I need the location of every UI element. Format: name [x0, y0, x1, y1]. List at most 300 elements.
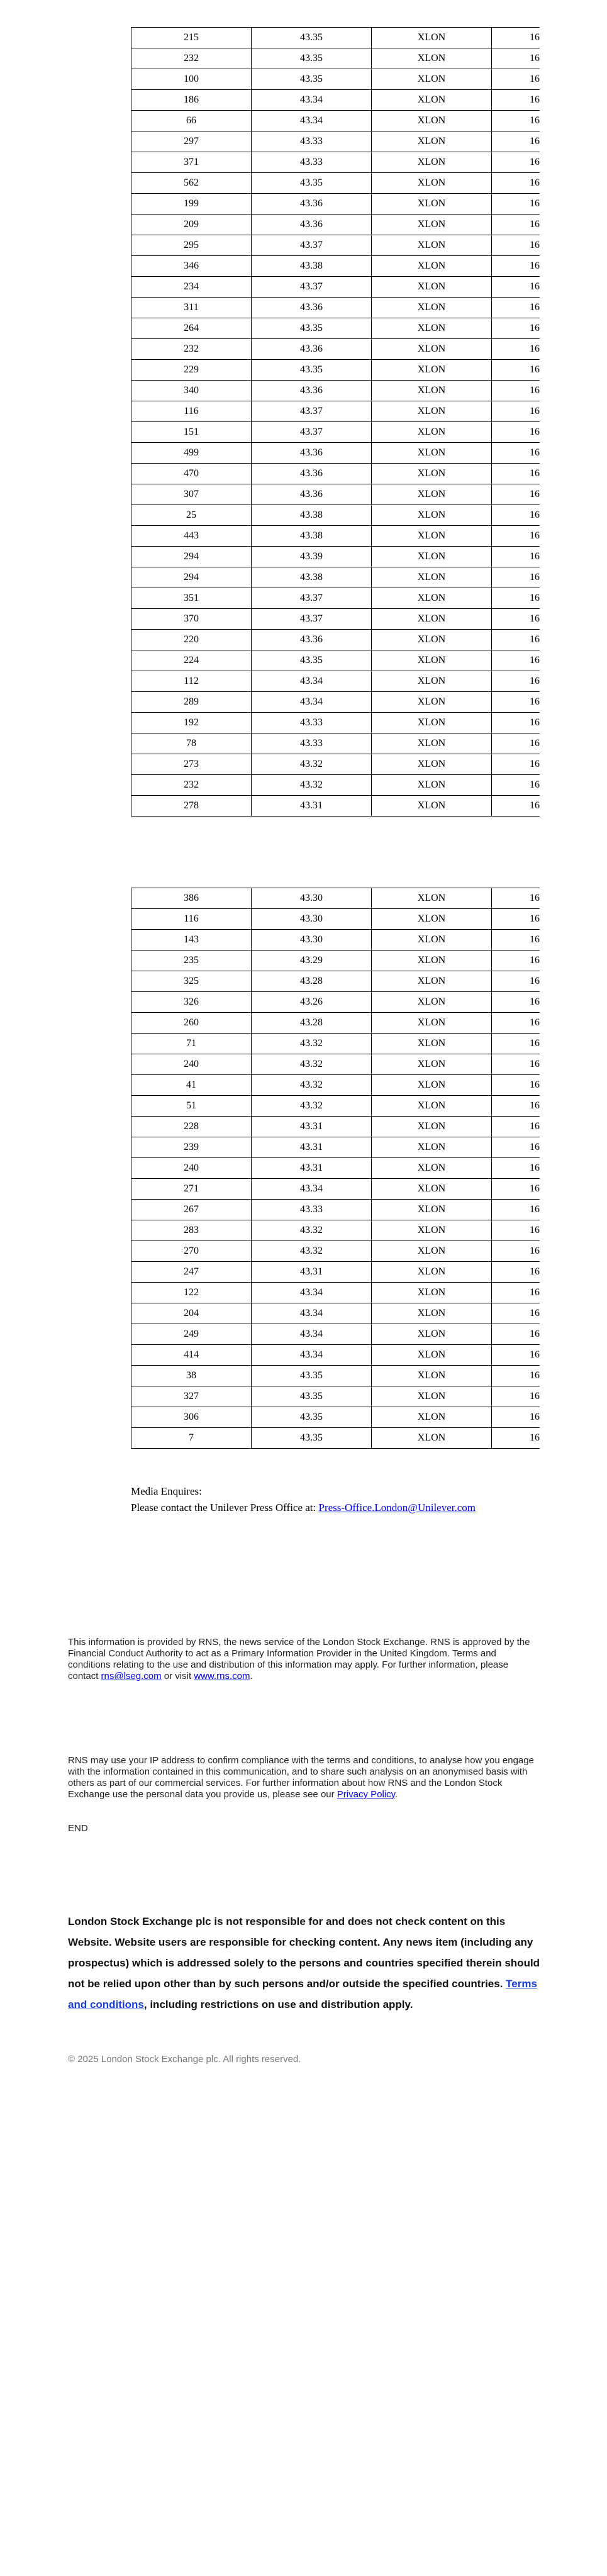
price-cell: 43.37	[252, 609, 372, 630]
price-cell: 43.35	[252, 1386, 372, 1407]
venue-cell: XLON	[372, 235, 492, 256]
volume-cell: 340	[131, 381, 252, 401]
volume-cell: 351	[131, 588, 252, 609]
volume-cell: 295	[131, 235, 252, 256]
venue-cell: XLON	[372, 69, 492, 90]
volume-cell: 370	[131, 609, 252, 630]
venue-cell: XLON	[372, 992, 492, 1013]
rns-ip-end: .	[395, 1789, 398, 1800]
table-row	[131, 464, 540, 484]
time-cell: 16	[492, 1386, 540, 1407]
table-row	[131, 1200, 540, 1220]
table-row	[131, 1013, 540, 1034]
venue-cell: XLON	[372, 1200, 492, 1220]
price-cell: 43.36	[252, 215, 372, 235]
volume-cell: 41	[131, 1075, 252, 1096]
price-cell: 43.36	[252, 443, 372, 464]
price-cell: 43.33	[252, 131, 372, 152]
venue-cell: XLON	[372, 464, 492, 484]
venue-cell: XLON	[372, 1407, 492, 1428]
price-cell: 43.30	[252, 909, 372, 930]
table-row	[131, 1345, 540, 1366]
time-cell: 16	[492, 547, 540, 567]
volume-cell: 371	[131, 152, 252, 173]
table-row	[131, 235, 540, 256]
table-row	[131, 609, 540, 630]
time-cell: 16	[492, 775, 540, 796]
volume-cell: 122	[131, 1283, 252, 1303]
volume-cell: 224	[131, 650, 252, 671]
table-row	[131, 951, 540, 971]
volume-cell: 414	[131, 1345, 252, 1366]
table-row	[131, 796, 540, 817]
price-cell: 43.36	[252, 381, 372, 401]
price-cell: 43.35	[252, 1428, 372, 1449]
volume-cell: 346	[131, 256, 252, 277]
volume-cell: 100	[131, 69, 252, 90]
rns-ip-text: RNS may use your IP address to confirm compliance with the terms and conditions, to analyse how you engage with the information contained in this communication, and to share such analysis on an anonymised basis with others as part of our commercial services. For further information about how RNS and the London Stock Exchange use the personal data you provide us, please see our	[68, 1755, 534, 1800]
venue-cell: XLON	[372, 1054, 492, 1075]
price-cell: 43.34	[252, 90, 372, 111]
trades-table-1	[131, 27, 540, 817]
price-cell: 43.35	[252, 28, 372, 48]
venue-cell: XLON	[372, 131, 492, 152]
price-cell: 43.38	[252, 256, 372, 277]
venue-cell: XLON	[372, 754, 492, 775]
press-office-email-link[interactable]: Press-Office.London@Unilever.com	[318, 1502, 476, 1514]
venue-cell: XLON	[372, 1262, 492, 1283]
volume-cell: 289	[131, 692, 252, 713]
time-cell: 16	[492, 381, 540, 401]
venue-cell: XLON	[372, 526, 492, 547]
price-cell: 43.32	[252, 1220, 372, 1241]
table-row	[131, 505, 540, 526]
venue-cell: XLON	[372, 713, 492, 733]
time-cell: 16	[492, 1096, 540, 1117]
time-cell: 16	[492, 505, 540, 526]
volume-cell: 294	[131, 547, 252, 567]
lse-notice-text: London Stock Exchange plc is not responsible for and does not check content on this Website. Website users are responsible for checking content. Any news item (including any prospectus) which is addressed solely to the persons and countries specified therein should not be relied upon other than by such persons and/or outside the specified countries.	[68, 1915, 540, 1990]
price-cell: 43.35	[252, 48, 372, 69]
rns-info-end: .	[250, 1671, 253, 1681]
time-cell: 16	[492, 951, 540, 971]
time-cell: 16	[492, 90, 540, 111]
lse-notice	[68, 1911, 546, 2015]
volume-cell: 199	[131, 194, 252, 215]
venue-cell: XLON	[372, 547, 492, 567]
table-row	[131, 992, 540, 1013]
volume-cell: 232	[131, 48, 252, 69]
price-cell: 43.31	[252, 1137, 372, 1158]
price-cell: 43.35	[252, 1407, 372, 1428]
volume-cell: 306	[131, 1407, 252, 1428]
time-cell: 16	[492, 298, 540, 318]
volume-cell: 112	[131, 671, 252, 692]
media-contact-text: Please contact the Unilever Press Office at:	[131, 1502, 319, 1514]
volume-cell: 232	[131, 775, 252, 796]
venue-cell: XLON	[372, 1386, 492, 1407]
time-cell: 16	[492, 443, 540, 464]
table-row	[131, 1366, 540, 1386]
price-cell: 43.28	[252, 1013, 372, 1034]
time-cell: 16	[492, 992, 540, 1013]
table-row	[131, 754, 540, 775]
price-cell: 43.28	[252, 971, 372, 992]
table-row	[131, 173, 540, 194]
volume-cell: 232	[131, 339, 252, 360]
table-row	[131, 28, 540, 48]
table-row	[131, 1241, 540, 1262]
media-contact-line	[131, 1500, 476, 1516]
table-row	[131, 775, 540, 796]
price-cell: 43.30	[252, 930, 372, 951]
table-row	[131, 69, 540, 90]
time-cell: 16	[492, 971, 540, 992]
volume-cell: 278	[131, 796, 252, 817]
trades-table-2-body	[131, 888, 540, 1449]
table-row	[131, 1137, 540, 1158]
venue-cell: XLON	[372, 484, 492, 505]
time-cell: 16	[492, 1283, 540, 1303]
table-row	[131, 1075, 540, 1096]
venue-cell: XLON	[372, 951, 492, 971]
venue-cell: XLON	[372, 443, 492, 464]
volume-cell: 562	[131, 173, 252, 194]
venue-cell: XLON	[372, 1283, 492, 1303]
time-cell: 16	[492, 1262, 540, 1283]
price-cell: 43.33	[252, 152, 372, 173]
price-cell: 43.30	[252, 888, 372, 909]
time-cell: 16	[492, 1013, 540, 1034]
price-cell: 43.26	[252, 992, 372, 1013]
table-row	[131, 588, 540, 609]
volume-cell: 273	[131, 754, 252, 775]
venue-cell: XLON	[372, 401, 492, 422]
volume-cell: 307	[131, 484, 252, 505]
time-cell: 16	[492, 1200, 540, 1220]
price-cell: 43.37	[252, 277, 372, 298]
time-cell: 16	[492, 173, 540, 194]
rns-info-middle: or visit	[161, 1671, 194, 1681]
venue-cell: XLON	[372, 971, 492, 992]
time-cell: 16	[492, 888, 540, 909]
time-cell: 16	[492, 235, 540, 256]
venue-cell: XLON	[372, 671, 492, 692]
price-cell: 43.31	[252, 1158, 372, 1179]
time-cell: 16	[492, 909, 540, 930]
time-cell: 16	[492, 111, 540, 131]
table-row	[131, 1303, 540, 1324]
media-enquiries	[131, 1483, 476, 1516]
volume-cell: 297	[131, 131, 252, 152]
time-cell: 16	[492, 1407, 540, 1428]
trades-table-2-container	[131, 888, 540, 1449]
table-row	[131, 422, 540, 443]
venue-cell: XLON	[372, 1158, 492, 1179]
venue-cell: XLON	[372, 298, 492, 318]
time-cell: 16	[492, 422, 540, 443]
price-cell: 43.33	[252, 713, 372, 733]
trades-table-1-body	[131, 28, 540, 817]
venue-cell: XLON	[372, 930, 492, 951]
table-row	[131, 1117, 540, 1137]
price-cell: 43.35	[252, 69, 372, 90]
volume-cell: 386	[131, 888, 252, 909]
price-cell: 43.36	[252, 298, 372, 318]
venue-cell: XLON	[372, 339, 492, 360]
table-row	[131, 484, 540, 505]
copyright: © 2025 London Stock Exchange plc. All rights reserved.	[68, 2054, 301, 2065]
price-cell: 43.36	[252, 484, 372, 505]
media-heading: Media Enquires:	[131, 1485, 202, 1497]
venue-cell: XLON	[372, 1179, 492, 1200]
time-cell: 16	[492, 1303, 540, 1324]
venue-cell: XLON	[372, 1345, 492, 1366]
venue-cell: XLON	[372, 588, 492, 609]
time-cell: 16	[492, 131, 540, 152]
table-row	[131, 630, 540, 650]
table-row	[131, 526, 540, 547]
table-row	[131, 1428, 540, 1449]
time-cell: 16	[492, 609, 540, 630]
price-cell: 43.38	[252, 567, 372, 588]
price-cell: 43.36	[252, 630, 372, 650]
price-cell: 43.34	[252, 1345, 372, 1366]
privacy-policy-link[interactable]: Privacy Policy	[337, 1789, 396, 1800]
time-cell: 16	[492, 48, 540, 69]
price-cell: 43.38	[252, 505, 372, 526]
price-cell: 43.33	[252, 733, 372, 754]
volume-cell: 234	[131, 277, 252, 298]
venue-cell: XLON	[372, 1034, 492, 1054]
time-cell: 16	[492, 484, 540, 505]
time-cell: 16	[492, 318, 540, 339]
venue-cell: XLON	[372, 194, 492, 215]
price-cell: 43.37	[252, 422, 372, 443]
venue-cell: XLON	[372, 1220, 492, 1241]
volume-cell: 239	[131, 1137, 252, 1158]
volume-cell: 267	[131, 1200, 252, 1220]
table-row	[131, 650, 540, 671]
price-cell: 43.34	[252, 1303, 372, 1324]
venue-cell: XLON	[372, 152, 492, 173]
venue-cell: XLON	[372, 1366, 492, 1386]
volume-cell: 470	[131, 464, 252, 484]
volume-cell: 443	[131, 526, 252, 547]
table-row	[131, 1283, 540, 1303]
volume-cell: 78	[131, 733, 252, 754]
time-cell: 16	[492, 401, 540, 422]
volume-cell: 71	[131, 1034, 252, 1054]
table-row	[131, 318, 540, 339]
volume-cell: 235	[131, 951, 252, 971]
table-row	[131, 1034, 540, 1054]
price-cell: 43.34	[252, 671, 372, 692]
time-cell: 16	[492, 1054, 540, 1075]
table-row	[131, 1220, 540, 1241]
price-cell: 43.35	[252, 173, 372, 194]
venue-cell: XLON	[372, 1428, 492, 1449]
venue-cell: XLON	[372, 173, 492, 194]
volume-cell: 271	[131, 1179, 252, 1200]
table-row	[131, 930, 540, 951]
volume-cell: 7	[131, 1428, 252, 1449]
price-cell: 43.36	[252, 464, 372, 484]
time-cell: 16	[492, 630, 540, 650]
venue-cell: XLON	[372, 1096, 492, 1117]
price-cell: 43.34	[252, 111, 372, 131]
volume-cell: 51	[131, 1096, 252, 1117]
rns-email-link[interactable]: rns@lseg.com	[101, 1671, 162, 1681]
price-cell: 43.37	[252, 588, 372, 609]
table-row	[131, 567, 540, 588]
volume-cell: 151	[131, 422, 252, 443]
venue-cell: XLON	[372, 422, 492, 443]
venue-cell: XLON	[372, 277, 492, 298]
venue-cell: XLON	[372, 1013, 492, 1034]
table-row	[131, 90, 540, 111]
volume-cell: 116	[131, 401, 252, 422]
table-row	[131, 1096, 540, 1117]
table-row	[131, 339, 540, 360]
rns-info-disclaimer	[68, 1637, 540, 1682]
table-row	[131, 733, 540, 754]
venue-cell: XLON	[372, 888, 492, 909]
time-cell: 16	[492, 28, 540, 48]
table-row	[131, 547, 540, 567]
time-cell: 16	[492, 1241, 540, 1262]
volume-cell: 264	[131, 318, 252, 339]
time-cell: 16	[492, 526, 540, 547]
time-cell: 16	[492, 1428, 540, 1449]
price-cell: 43.37	[252, 401, 372, 422]
volume-cell: 192	[131, 713, 252, 733]
price-cell: 43.31	[252, 1117, 372, 1137]
price-cell: 43.35	[252, 360, 372, 381]
venue-cell: XLON	[372, 381, 492, 401]
table-row	[131, 401, 540, 422]
venue-cell: XLON	[372, 215, 492, 235]
time-cell: 16	[492, 754, 540, 775]
volume-cell: 229	[131, 360, 252, 381]
table-row	[131, 1158, 540, 1179]
table-row	[131, 713, 540, 733]
rns-ip-disclaimer	[68, 1755, 540, 1800]
venue-cell: XLON	[372, 692, 492, 713]
table-row	[131, 1262, 540, 1283]
table-row	[131, 194, 540, 215]
table-row	[131, 277, 540, 298]
volume-cell: 283	[131, 1220, 252, 1241]
price-cell: 43.34	[252, 692, 372, 713]
table-row	[131, 909, 540, 930]
time-cell: 16	[492, 464, 540, 484]
volume-cell: 204	[131, 1303, 252, 1324]
venue-cell: XLON	[372, 1241, 492, 1262]
lse-notice-end: , including restrictions on use and distribution apply.	[143, 1999, 413, 2010]
volume-cell: 25	[131, 505, 252, 526]
time-cell: 16	[492, 650, 540, 671]
terms-and-conditions-link[interactable]: Terms and conditions	[68, 1978, 537, 2010]
volume-cell: 66	[131, 111, 252, 131]
time-cell: 16	[492, 69, 540, 90]
time-cell: 16	[492, 796, 540, 817]
time-cell: 16	[492, 1345, 540, 1366]
time-cell: 16	[492, 713, 540, 733]
volume-cell: 499	[131, 443, 252, 464]
time-cell: 16	[492, 671, 540, 692]
venue-cell: XLON	[372, 48, 492, 69]
price-cell: 43.32	[252, 1054, 372, 1075]
time-cell: 16	[492, 692, 540, 713]
time-cell: 16	[492, 733, 540, 754]
price-cell: 43.39	[252, 547, 372, 567]
rns-website-link[interactable]: www.rns.com	[194, 1671, 250, 1681]
venue-cell: XLON	[372, 360, 492, 381]
time-cell: 16	[492, 360, 540, 381]
table-row	[131, 971, 540, 992]
volume-cell: 260	[131, 1013, 252, 1034]
price-cell: 43.32	[252, 1096, 372, 1117]
volume-cell: 220	[131, 630, 252, 650]
price-cell: 43.36	[252, 194, 372, 215]
table-row	[131, 1179, 540, 1200]
trades-table-2	[131, 888, 540, 1449]
volume-cell: 249	[131, 1324, 252, 1345]
time-cell: 16	[492, 1220, 540, 1241]
venue-cell: XLON	[372, 1303, 492, 1324]
venue-cell: XLON	[372, 630, 492, 650]
time-cell: 16	[492, 339, 540, 360]
table-row	[131, 360, 540, 381]
price-cell: 43.33	[252, 1200, 372, 1220]
price-cell: 43.32	[252, 754, 372, 775]
price-cell: 43.32	[252, 1034, 372, 1054]
volume-cell: 294	[131, 567, 252, 588]
table-row	[131, 1407, 540, 1428]
time-cell: 16	[492, 1324, 540, 1345]
volume-cell: 270	[131, 1241, 252, 1262]
venue-cell: XLON	[372, 1117, 492, 1137]
price-cell: 43.37	[252, 235, 372, 256]
table-row	[131, 888, 540, 909]
price-cell: 43.34	[252, 1324, 372, 1345]
venue-cell: XLON	[372, 1137, 492, 1158]
table-row	[131, 443, 540, 464]
price-cell: 43.32	[252, 1075, 372, 1096]
price-cell: 43.32	[252, 1241, 372, 1262]
price-cell: 43.35	[252, 318, 372, 339]
table-row	[131, 48, 540, 69]
table-row	[131, 131, 540, 152]
venue-cell: XLON	[372, 1075, 492, 1096]
price-cell: 43.38	[252, 526, 372, 547]
time-cell: 16	[492, 1179, 540, 1200]
table-row	[131, 381, 540, 401]
venue-cell: XLON	[372, 609, 492, 630]
trades-table-1-container	[131, 27, 540, 817]
venue-cell: XLON	[372, 28, 492, 48]
venue-cell: XLON	[372, 909, 492, 930]
price-cell: 43.31	[252, 796, 372, 817]
volume-cell: 186	[131, 90, 252, 111]
volume-cell: 116	[131, 909, 252, 930]
table-row	[131, 671, 540, 692]
price-cell: 43.34	[252, 1283, 372, 1303]
volume-cell: 209	[131, 215, 252, 235]
price-cell: 43.36	[252, 339, 372, 360]
time-cell: 16	[492, 1117, 540, 1137]
